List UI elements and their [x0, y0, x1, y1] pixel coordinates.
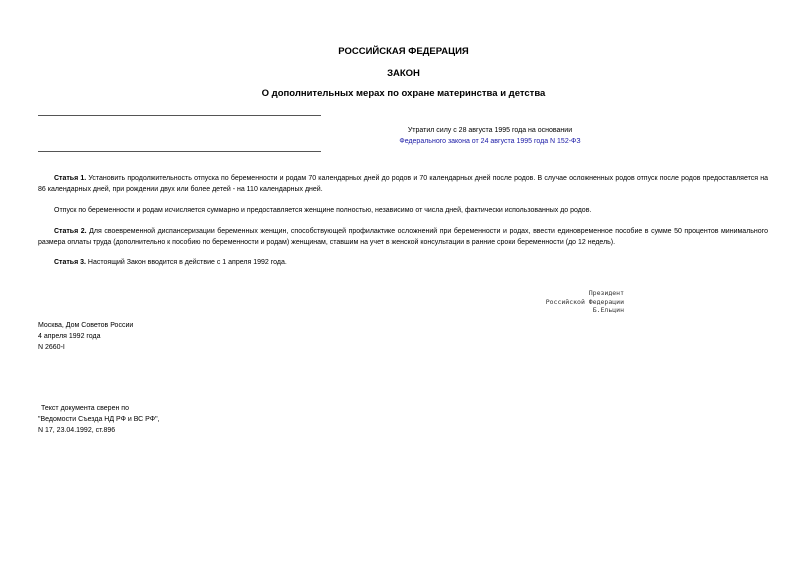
source-line-1: Текст документа сверен по: [41, 405, 129, 412]
law-number: N 2660-I: [38, 344, 65, 351]
lapse-text: Утратил силу с 28 августа 1995 года на основании: [407, 127, 573, 134]
law-title: О дополнительных мерах по охране материнства и детства: [261, 88, 546, 99]
country-heading: РОССИЙСКАЯ ФЕДЕРАЦИЯ: [338, 46, 469, 57]
article-1-label: Статья 1.: [54, 175, 87, 182]
date: 4 апреля 1992 года: [38, 333, 101, 340]
signature-name: Б.Ельцин: [592, 306, 624, 314]
article-1: [38, 173, 768, 195]
article-2-label: Статья 2.: [54, 228, 87, 235]
source-line-3: N 17, 23.04.1992, ст.896: [38, 427, 116, 434]
article-3-label: Статья 3.: [54, 259, 86, 266]
doc-type-heading: ЗАКОН: [387, 68, 420, 79]
article-1-text: Установить продолжительность отпуска по беременности и родам 70 календарных дней до родов и 70 календарных дней после родов. В случае осложненных родов отпуск после родов предоставляется на 86 календарных дней, при рождении двух или более детей - на 110 календарных дней.: [38, 175, 768, 193]
divider-top: [38, 115, 321, 116]
article-3-text: Настоящий Закон вводится в действие с 1 апреля 1992 года.: [85, 259, 287, 266]
article-2: [38, 226, 768, 248]
article-1-paragraph-2: Отпуск по беременности и родам исчисляется суммарно и предоставляется женщине полностью, независимо от числа дней, фактически использованных до родов.: [54, 207, 592, 214]
signature-title: Президент: [588, 289, 624, 297]
article-2-text: Для своевременной диспансеризации беременных женщин, способствующей профилактике осложнений при беременности и родах, ввести единовременное пособие в сумме 50 процентов минимального размера оплаты труда (дополнительно к пособию по беременности и родам) женщинам, ставшим на учет в женской консультации в ранние сроки беременности (до 12 недель).: [38, 228, 768, 246]
lapse-law-link[interactable]: Федерального закона от 24 августа 1995 года N 152-ФЗ: [399, 138, 581, 145]
divider-bottom: [38, 151, 321, 152]
source-line-2: "Ведомости Съезда НД РФ и ВС РФ",: [38, 416, 160, 423]
source-note: [38, 403, 160, 436]
article-3: [38, 257, 768, 268]
place-date-block: [38, 320, 133, 353]
signature-country: Российской Федерации: [545, 297, 624, 306]
place: Москва, Дом Советов России: [38, 322, 134, 329]
lapse-notice: [250, 125, 730, 147]
signature-block: [546, 289, 624, 315]
